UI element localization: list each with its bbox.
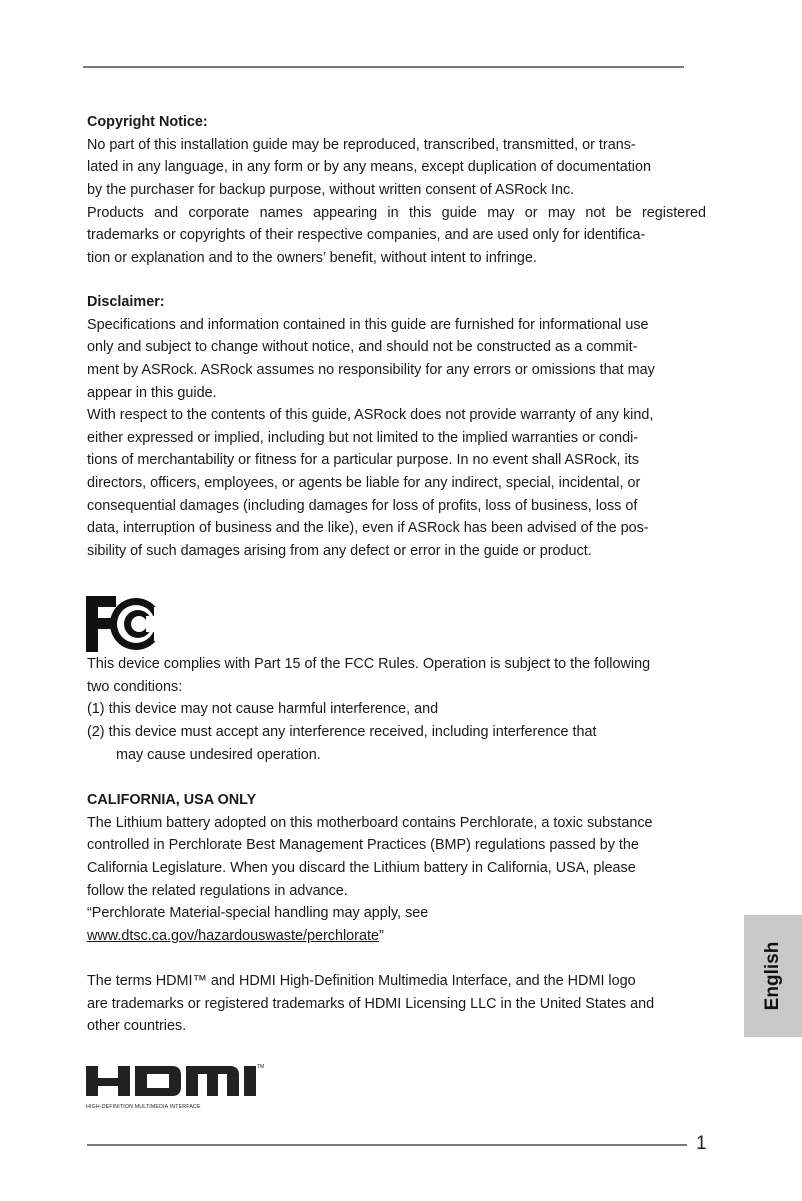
section-fcc <box>87 653 707 766</box>
section-hdmi <box>87 970 707 1038</box>
text-line: may cause undesired operation. <box>116 746 321 763</box>
language-tab <box>744 915 802 1037</box>
section-heading: Disclaimer: <box>87 294 165 310</box>
text-line: appear in this guide. <box>87 384 217 401</box>
text-line: sibility of such damages arising from any defect or error in the guide or product. <box>87 543 592 560</box>
hdmi-logo <box>84 1062 269 1112</box>
text-line <box>87 925 707 948</box>
text-line: either expressed or implied, including but not limited to the implied warranties or condi- <box>87 429 639 446</box>
text-line: “Perchlorate Material-special handling may apply, see <box>87 905 429 922</box>
text-line: are trademarks or registered trademarks of HDMI Licensing LLC in the United States and <box>87 995 655 1012</box>
text-line: tions of merchantability or fitness for a particular purpose. In no event shall ASRock, its <box>87 452 639 469</box>
section-heading: Copyright Notice: <box>87 114 208 130</box>
text-line: follow the related regulations in advance. <box>87 882 348 899</box>
text-line: controlled in Perchlorate Best Management Practices (BMP) regulations passed by the <box>87 837 639 854</box>
text-line: (1) this device may not cause harmful interference, and <box>87 701 439 718</box>
text-line: only and subject to change without notice, and should not be constructed as a commit- <box>87 339 638 356</box>
text-line: other countries. <box>87 1018 187 1035</box>
page-number: 1 <box>696 1133 707 1154</box>
text-line: No part of this installation guide may be reproduced, transcribed, transmitted, or trans- <box>87 136 636 153</box>
closing-quote: ” <box>378 927 384 944</box>
top-rule <box>83 66 684 68</box>
perchlorate-link[interactable]: www.dtsc.ca.gov/hazardouswaste/perchlorate <box>87 927 379 944</box>
section-copyright <box>87 111 707 269</box>
text-line: lated in any language, in any form or by any means, except duplication of documentation <box>87 159 651 176</box>
text-line: (2) this device must accept any interference received, including interference that <box>87 723 597 740</box>
language-tab-label: English <box>762 941 783 1011</box>
text-line: consequential damages (including damages for loss of profits, loss of business, loss of <box>87 497 638 514</box>
text-line: With respect to the contents of this guide, ASRock does not provide warranty of any kind, <box>87 407 654 424</box>
text-line: data, interruption of business and the like), even if ASRock has been advised of the pos- <box>87 520 649 537</box>
text-line: California Legislature. When you discard the Lithium battery in California, USA, please <box>87 859 636 876</box>
text-line: This device complies with Part 15 of the FCC Rules. Operation is subject to the following <box>87 656 651 672</box>
text-line: trademarks or copyrights of their respective companies, and are used only for identifica- <box>87 227 646 244</box>
hdmi-subtitle: HIGH-DEFINITION MULTIMEDIA INTERFACE <box>86 1104 201 1110</box>
text-line: The Lithium battery adopted on this motherboard contains Perchlorate, a toxic substance <box>87 814 653 831</box>
text-line: The terms HDMI™ and HDMI High-Definition Multimedia Interface, and the HDMI logo <box>87 973 636 989</box>
section-disclaimer <box>87 291 707 563</box>
hdmi-tm: TM <box>257 1064 265 1070</box>
bottom-rule <box>87 1144 687 1146</box>
text-line: two conditions: <box>87 678 183 695</box>
fcc-logo <box>86 596 162 652</box>
text-line: by the purchaser for backup purpose, without written consent of ASRock Inc. <box>87 181 575 198</box>
text-line: directors, officers, employees, or agents be liable for any indirect, special, incidental, or <box>87 475 641 492</box>
text-line: tion or explanation and to the owners’ benefit, without intent to infringe. <box>87 249 537 266</box>
text-line: Specifications and information contained in this guide are furnished for informational use <box>87 316 649 333</box>
text-line: Products and corporate names appearing in this guide may or may not be registered <box>87 204 706 221</box>
section-california <box>87 789 707 947</box>
text-line: ment by ASRock. ASRock assumes no responsibility for any errors or omissions that may <box>87 361 655 378</box>
section-heading: CALIFORNIA, USA ONLY <box>87 792 257 808</box>
